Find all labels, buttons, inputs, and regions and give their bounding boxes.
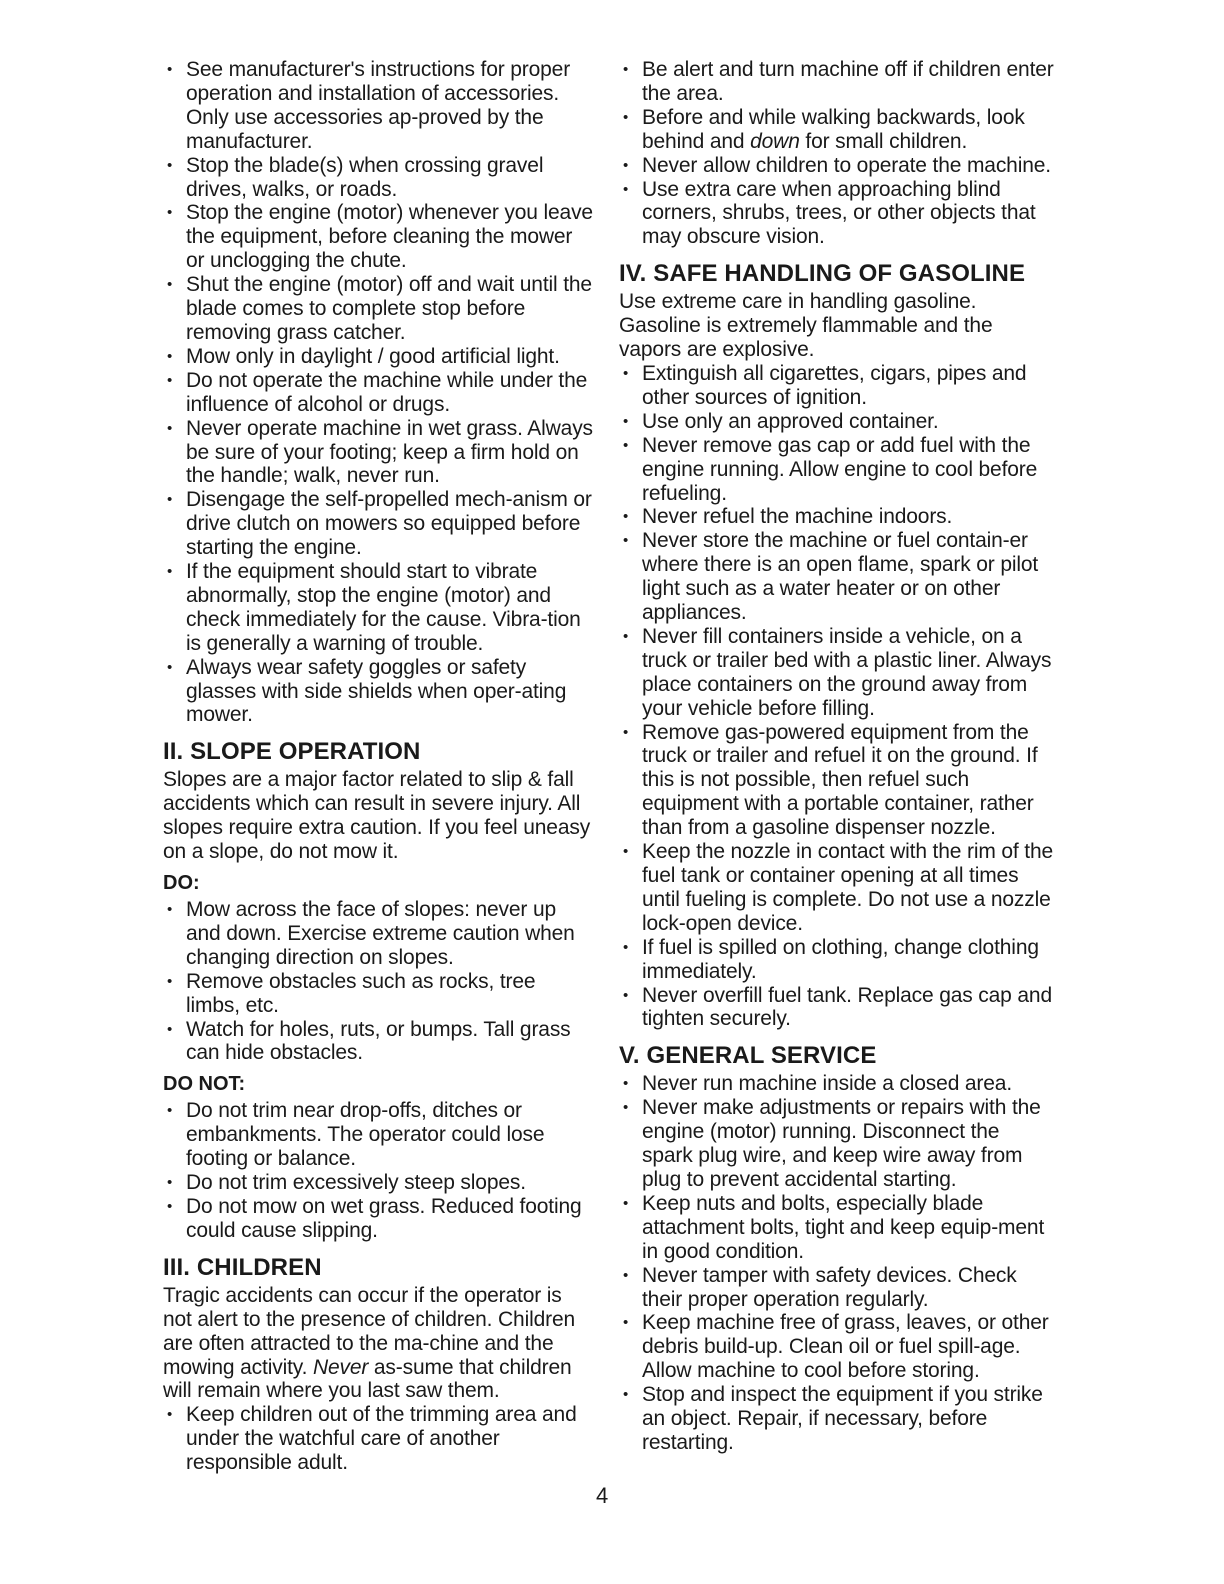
list-item: • Never remove gas cap or add fuel with the engine running. Allow engine to cool before refueling. — [619, 434, 1054, 506]
children-list-right — [619, 58, 1054, 154]
list-item: • Use only an approved container. — [619, 410, 1054, 434]
list-item: • Do not operate the machine while under the influence of alcohol or drugs. — [163, 369, 595, 417]
list-item — [619, 106, 1054, 154]
list-item: • Stop the blade(s) when crossing gravel drives, walks, or roads. — [163, 154, 595, 202]
list-item: • Extinguish all cigarettes, cigars, pipes and other sources of ignition. — [619, 362, 1054, 410]
page-number: 4 — [596, 1483, 609, 1508]
do-not-heading: DO NOT: — [163, 1073, 246, 1096]
list-item: • If the equipment should start to vibrate abnormally, stop the engine (motor) and check immediately for the cause. Vibra-tion is generally a warning of trouble. — [163, 560, 595, 656]
list-item: • Do not trim near drop-offs, ditches or embankments. The operator could lose footing or balance. — [163, 1099, 595, 1171]
general-service-heading: V. GENERAL SERVICE — [619, 1042, 877, 1070]
list-item: • Keep machine free of grass, leaves, or other debris build-up. Clean oil or fuel spill-age. Allow machine to cool before storing. — [619, 1311, 1054, 1383]
backwards-emphasis: down — [750, 129, 800, 153]
list-item: • Never store the machine or fuel contain-er where there is an open flame, spark or pilot light such as a water heater or on other appliances. — [619, 529, 1054, 625]
list-item: • Keep the nozzle in contact with the rim of the fuel tank or container opening at all times until fueling is complete. Do not use a nozzle lock-open device. — [619, 840, 1054, 936]
right-column — [619, 58, 1054, 1455]
list-item: • Shut the engine (motor) off and wait until the blade comes to complete stop before removing grass catcher. — [163, 273, 595, 345]
list-item: • Do not mow on wet grass. Reduced footing could cause slipping. — [163, 1195, 595, 1243]
list-item: • Keep nuts and bolts, especially blade attachment bolts, tight and keep equip-ment in good condition. — [619, 1192, 1054, 1264]
list-item: • See manufacturer's instructions for proper operation and installation of accessories. Only use accessories ap-proved by the manufacturer. — [163, 58, 595, 154]
list-item: • Never run machine inside a closed area. — [619, 1072, 1054, 1096]
list-item: • Never allow children to operate the machine. — [619, 154, 1054, 178]
children-intro — [163, 1284, 595, 1404]
list-item: • Never overfill fuel tank. Replace gas cap and tighten securely. — [619, 984, 1054, 1032]
children-heading: III. CHILDREN — [163, 1253, 322, 1281]
list-item: • Always wear safety goggles or safety glasses with side shields when oper-ating mower. — [163, 656, 595, 728]
list-item: • Watch for holes, ruts, or bumps. Tall grass can hide obstacles. — [163, 1018, 595, 1066]
list-item: • Remove gas-powered equipment from the truck or trailer and refuel it on the ground. If this is not possible, then refuel such equipment with a portable container, rather than from a gasoline dispenser nozzle. — [619, 721, 1054, 841]
children-list-left — [163, 1403, 595, 1475]
list-item: • Use extra care when approaching blind corners, shrubs, trees, or other objects that may obscure vision. — [619, 178, 1054, 250]
list-item: • Never operate machine in wet grass. Always be sure of your footing; keep a firm hold on the handle; walk, never run. — [163, 417, 595, 489]
do-heading: DO: — [163, 872, 200, 894]
list-item: • Mow across the face of slopes: never up and down. Exercise extreme caution when changing direction on slopes. — [163, 898, 595, 970]
list-item: • Never tamper with safety devices. Check their proper operation regularly. — [619, 1264, 1054, 1312]
list-item: • If fuel is spilled on clothing, change clothing immediately. — [619, 936, 1054, 984]
list-item: • Be alert and turn machine off if children enter the area. — [619, 58, 1054, 106]
list-item: • Do not trim excessively steep slopes. — [163, 1171, 595, 1195]
gasoline-heading: IV. SAFE HANDLING OF GASOLINE — [619, 260, 1026, 288]
slope-operation-heading: II. SLOPE OPERATION — [163, 738, 421, 766]
children-list-right-more — [619, 154, 1054, 250]
list-item: • Mow only in daylight / good artificial light. — [163, 345, 595, 369]
list-item: • Never refuel the machine indoors. — [619, 505, 1054, 529]
slope-intro: Slopes are a major factor related to slip & fall accidents which can result in severe injury. All slopes require extra caution. If you feel uneasy on a slope, do not mow it. — [163, 768, 591, 864]
do-not-list — [163, 1099, 595, 1242]
children-intro-part-b: as-sume that children will remain where you last saw them. — [163, 1355, 572, 1403]
general-service-list — [619, 1072, 1054, 1455]
intro-safety-list — [163, 58, 595, 727]
backwards-part-b: for small children. — [799, 129, 968, 153]
list-item: • Keep children out of the trimming area and under the watchful care of another responsible adult. — [163, 1403, 595, 1475]
gasoline-intro: Use extreme care in handling gasoline. Gasoline is extremely flammable and the vapors are explosive. — [619, 290, 993, 362]
list-item: • Never make adjustments or repairs with the engine (motor) running. Disconnect the spark plug wire, and keep wire away from plug to prevent accidental starting. — [619, 1096, 1054, 1192]
list-item: • Stop the engine (motor) whenever you leave the equipment, before cleaning the mower or unclogging the chute. — [163, 201, 595, 273]
list-item: • Stop and inspect the equipment if you strike an object. Repair, if necessary, before restarting. — [619, 1383, 1054, 1455]
children-intro-emphasis: Never — [312, 1355, 369, 1379]
do-list — [163, 898, 595, 1065]
list-item: • Remove obstacles such as rocks, tree limbs, etc. — [163, 970, 595, 1018]
children-intro-part-a: Tragic accidents can occur if the operator is not alert to the presence of children. Children are often attracted to the ma-chine and the mowing activity. — [163, 1283, 576, 1379]
left-column — [163, 58, 595, 1475]
backwards-part-a: Before and while walking backwards, look behind and — [642, 105, 1025, 153]
list-item: • Never fill containers inside a vehicle, on a truck or trailer bed with a plastic liner. Always place containers on the ground away from your vehicle before filling. — [619, 625, 1054, 721]
list-item: • Disengage the self-propelled mech-anism or drive clutch on mowers so equipped before starting the engine. — [163, 488, 595, 560]
gasoline-list — [619, 362, 1054, 1031]
